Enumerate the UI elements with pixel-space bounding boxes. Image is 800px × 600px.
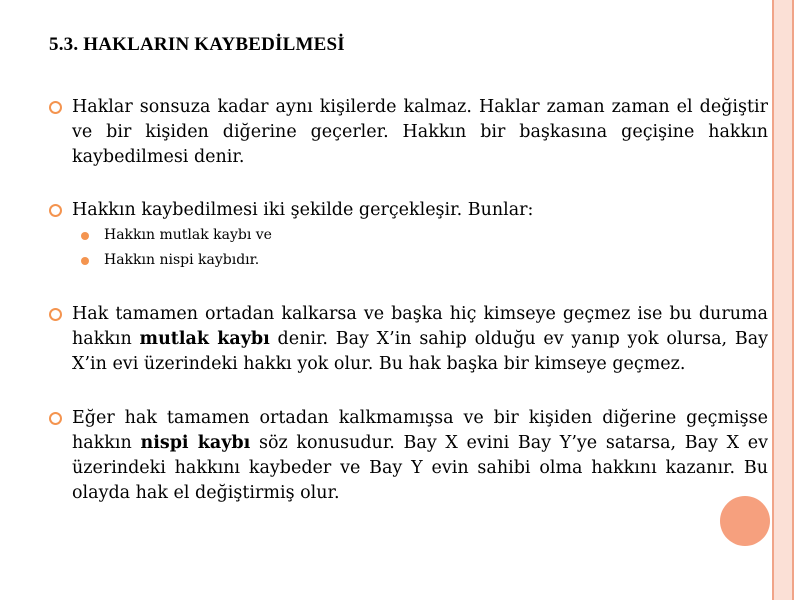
decorative-circle	[720, 496, 770, 546]
decorative-border-band	[774, 0, 792, 600]
bullet-item	[48, 406, 768, 506]
dot-bullet-icon	[81, 257, 89, 265]
bullet-text-part: denir. Bay X’in sahip olduğu ev yanıp yok olursa, Bay X’in evi üzerindeki hakkı yok olur. Bu hak başka bir kimseye geçmez.	[72, 329, 769, 374]
sub-bullet-item	[48, 248, 768, 273]
bullet-bold-term: nispi kaybı	[140, 433, 251, 453]
circle-bullet-icon	[49, 412, 62, 425]
slide-title: 5.3. HAKLARIN KAYBEDİLMESİ	[49, 34, 345, 55]
circle-bullet-icon	[49, 204, 62, 217]
bullet-item	[48, 95, 768, 170]
slide-content	[48, 95, 768, 506]
dot-bullet-icon	[81, 232, 89, 240]
bullet-text: Haklar sonsuza kadar aynı kişilerde kalmaz. Haklar zaman zaman el değiştir ve bir kişiden diğerine geçerler. Hakkın bir başkasına geçişine hakkın kaybedilmesi denir.	[72, 97, 768, 167]
bullet-item	[48, 198, 768, 223]
sub-bullet-text: Hakkın nispi kaybıdır.	[104, 252, 260, 268]
bullet-text-part: söz konusudur. Bay X evini Bay Y’ye satarsa, Bay X ev üzerindeki hakkını kaybeder ve Bay Y evin sahibi olma hakkını kazanır. Bu olayda hak el değiştirmiş olur.	[72, 433, 769, 503]
bullet-item	[48, 302, 768, 377]
bullet-text: Hakkın kaybedilmesi iki şekilde gerçekleşir. Bunlar:	[72, 200, 534, 220]
circle-bullet-icon	[49, 308, 62, 321]
bullet-text-part: Eğer hak tamamen ortadan kalkmamışsa ve bir kişiden diğerine geçmişse hakkın	[72, 408, 768, 453]
sub-bullet-text: Hakkın mutlak kaybı ve	[104, 227, 272, 243]
decorative-border-line	[772, 0, 774, 600]
bullet-text-part: Hak tamamen ortadan kalkarsa ve başka hiç kimseye geçmez ise bu duruma hakkın	[72, 304, 768, 349]
sub-bullet-item	[48, 223, 768, 248]
circle-bullet-icon	[49, 101, 62, 114]
decorative-border-line	[792, 0, 794, 600]
bullet-bold-term: mutlak kaybı	[139, 329, 270, 349]
